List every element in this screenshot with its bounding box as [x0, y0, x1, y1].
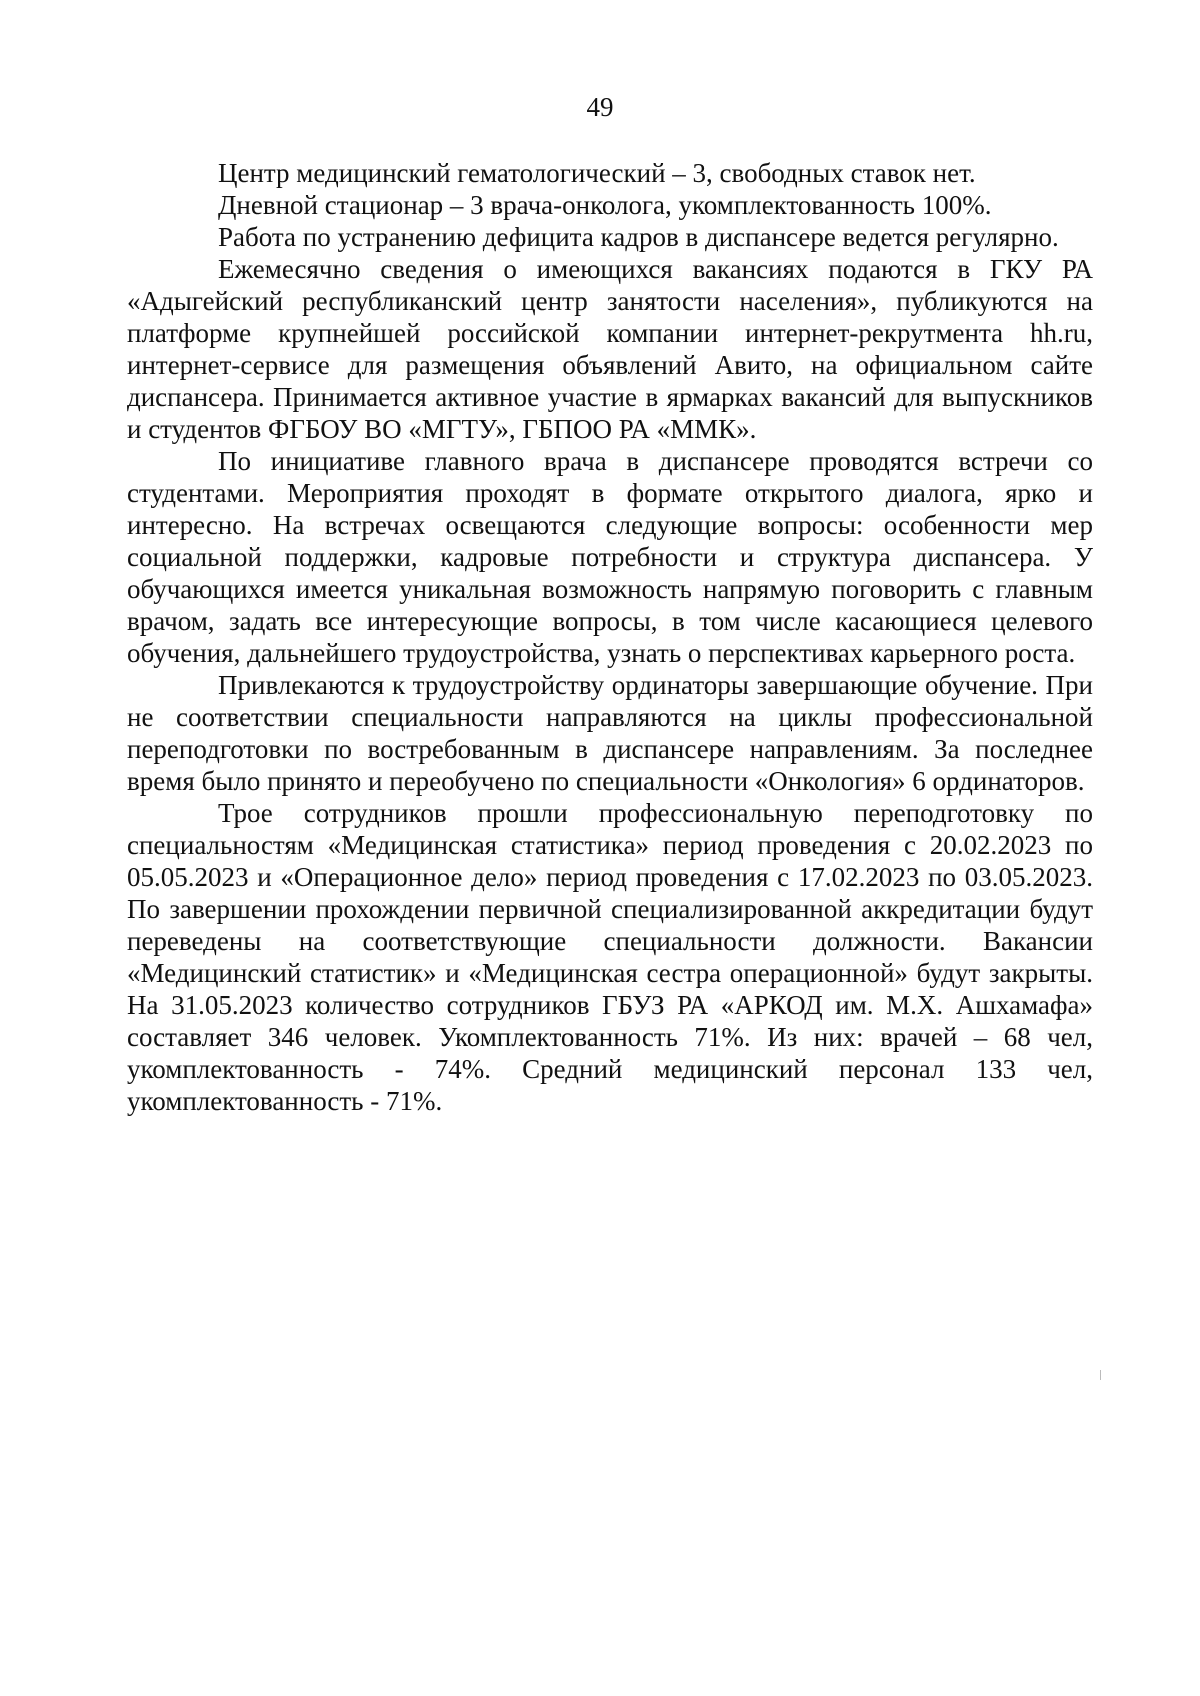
document-body	[127, 157, 1093, 1117]
page-number: 49	[586, 92, 614, 122]
paragraph-student-meetings: По инициативе главного врача в диспансере проводятся встречи со студентами. Мероприятия проходят в формате открытого диалога, ярко и интересно. На встречах освещаются следующие вопросы: особенности мер социальной поддержки, кадровые потребности и структура диспансера. У обучающихся имеется уникальная возможность напрямую поговорить с главным врачом, задать все интересующие вопросы, в том числе касающиеся целевого обучения, дальнейшего трудоустройства, узнать о перспективах карьерного роста.	[127, 446, 1093, 668]
paragraph-hematology-center: Центр медицинский гематологический – 3, свободных ставок нет.	[218, 158, 976, 188]
paragraph-staff-deficit: Работа по устранению дефицита кадров в диспансере ведется регулярно.	[218, 222, 1059, 252]
paragraph-retraining-staffing: Трое сотрудников прошли профессиональную переподготовку по специальностям «Медицинская статистика» период проведения с 20.02.2023 по 05.05.2023 и «Операционное дело» период проведения с 17.02.2023 по 03.05.2023. По завершении прохождении первичной специализированной аккредитации будут переведены на соответствующие специальности должности. Вакансии «Медицинский статистик» и «Медицинская сестра операционной» будут закрыты. На 31.05.2023 количество сотрудников ГБУЗ РА «АРКОД им. М.Х. Ашхамафа» составляет 346 человек. Укомплектованность 71%. Из них: врачей – 68 чел, укомплектованность - 74%. Средний медицинский персонал 133 чел, укомплектованность - 71%.	[127, 798, 1093, 1116]
scan-artifact	[1100, 1370, 1101, 1380]
paragraph-vacancies: Ежемесячно сведения о имеющихся вакансиях подаются в ГКУ РА «Адыгейский республиканский центр занятости населения», публикуются на платформе крупнейшей российской компании интернет-рекрутмента hh.ru, интернет-сервисе для размещения объявлений Авито, на официальном сайте диспансера. Принимается активное участие в ярмарках вакансий для выпускников и студентов ФГБОУ ВО «МГТУ», ГБПОО РА «ММК».	[127, 254, 1093, 444]
paragraph-residents: Привлекаются к трудоустройству ординаторы завершающие обучение. При не соответствии специальности направляются на циклы профессиональной переподготовки по востребованным в диспансере направлениям. За последнее время было принято и переобучено по специальности «Онкология» 6 ординаторов.	[127, 670, 1093, 796]
paragraph-day-hospital: Дневной стационар – 3 врача-онколога, укомплектованность 100%.	[218, 190, 992, 220]
